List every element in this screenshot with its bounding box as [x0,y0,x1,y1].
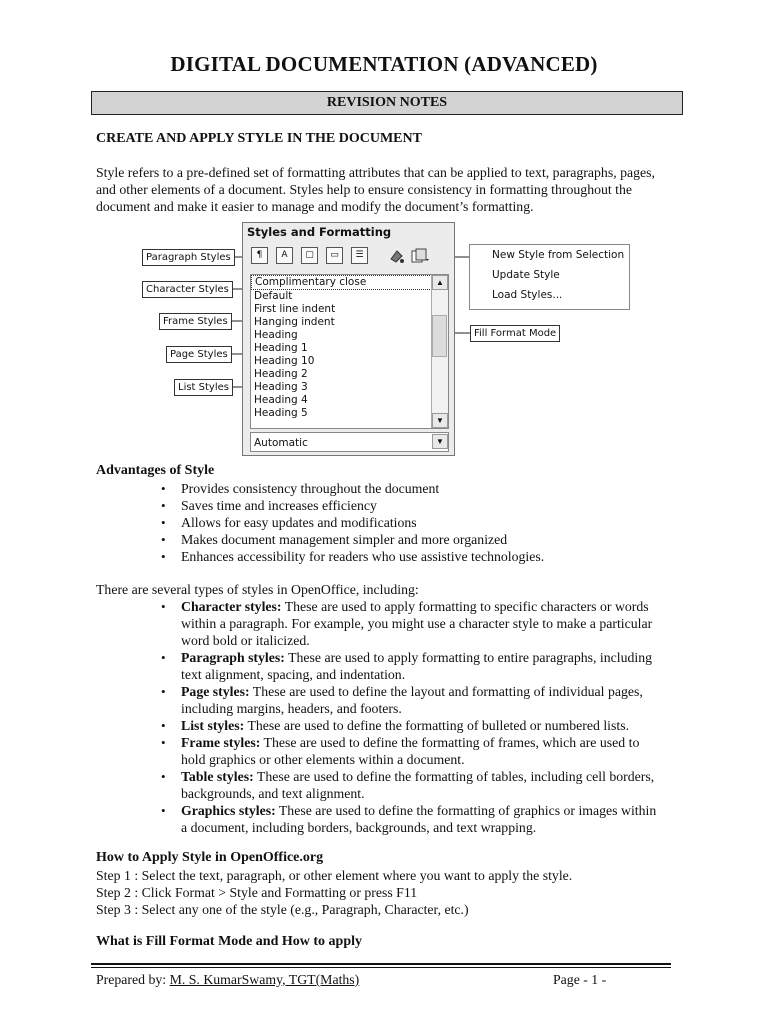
scroll-up-icon[interactable]: ▲ [432,275,448,290]
list-item[interactable]: Heading 2 [254,368,308,380]
list-item [181,598,681,649]
callout-character-styles: Character Styles [142,281,233,298]
paragraph-styles-icon[interactable]: ¶ [251,247,268,264]
types-intro: There are several types of styles in OpenOffice, including: [96,582,419,597]
type-term: Character styles: [181,599,282,614]
prepared-label: Prepared by: [96,972,167,987]
scroll-down-icon[interactable]: ▼ [432,413,448,428]
step-line: Step 3 : Select any one of the style (e.g., Paragraph, Character, etc.) [96,902,469,917]
new-style-menu-icon[interactable] [410,247,430,264]
type-term: List styles: [181,718,245,733]
type-desc: backgrounds, and text alignment. [181,786,365,801]
advantages-list [181,480,681,565]
type-desc: word bold or italicized. [181,633,310,648]
intro-line: document and make it easier to manage and modify the document’s formatting. [96,199,534,214]
list-item [181,734,681,768]
type-desc: text alignment, spacing, and indentation. [181,667,406,682]
type-desc: These are used to define the formatting of frames, which are used to [263,735,640,750]
styles-and-formatting-dialog [242,222,455,456]
callout-fill-format-mode: Fill Format Mode [470,325,560,342]
list-item: • Allows for easy updates and modifications [181,514,681,531]
list-item[interactable]: Heading 4 [254,394,308,406]
type-term: Graphics styles: [181,803,276,818]
footer-prepared [96,972,359,988]
style-filter-select[interactable] [250,432,449,452]
advantages-heading: Advantages of Style [96,463,215,478]
type-desc: These are used to define the layout and formatting of individual pages, [252,684,643,699]
type-desc: These are used to define the formatting of graphics or images within [278,803,657,818]
menu-item-new-style-from-selection[interactable]: New Style from Selection [492,249,625,261]
type-desc: within a paragraph. For example, you might use a character style to make a particular [181,616,653,631]
callout-frame-styles: Frame Styles [159,313,232,330]
type-desc: These are used to define the formatting of tables, including cell borders, [256,769,655,784]
author-name: M. S. KumarSwamy, TGT(Maths) [169,972,360,987]
intro-line: Style refers to a pre-defined set of formatting attributes that can be applied to text, paragraphs, pages, [96,165,655,180]
list-item: • Saves time and increases efficiency [181,497,681,514]
callout-page-styles: Page Styles [166,346,232,363]
dialog-title: Styles and Formatting [247,225,392,239]
list-item[interactable]: Heading 3 [254,381,308,393]
scroll-thumb[interactable] [432,315,447,357]
list-item[interactable]: Complimentary close [251,275,448,290]
chevron-down-icon[interactable]: ▼ [432,434,448,449]
frame-styles-icon[interactable]: ▢ [301,247,318,264]
menu-item-update-style[interactable]: Update Style [492,269,560,281]
type-desc: These are used to define the formatting of bulleted or numbered lists. [247,718,630,733]
revision-notes-banner: REVISION NOTES [91,91,683,115]
type-desc: including margins, headers, and footers. [181,701,402,716]
list-item[interactable]: First line indent [254,303,336,315]
scrollbar[interactable] [431,275,448,428]
list-item[interactable]: Heading 1 [254,342,308,354]
list-item: • Enhances accessibility for readers who use assistive technologies. [181,548,681,565]
style-list[interactable] [250,274,449,429]
list-item[interactable]: Heading 5 [254,407,308,419]
page-number: Page - 1 - [553,972,607,987]
new-style-menu [469,244,630,310]
section-heading: CREATE AND APPLY STYLE IN THE DOCUMENT [96,131,422,146]
step-line: Step 1 : Select the text, paragraph, or other element where you want to apply the style. [96,868,573,883]
menu-item-load-styles[interactable]: Load Styles... [492,289,563,301]
type-term: Frame styles: [181,735,261,750]
style-types-list [181,598,681,836]
steps [96,867,572,918]
type-term: Page styles: [181,684,250,699]
page-styles-icon[interactable]: ▭ [326,247,343,264]
list-item[interactable]: Default [254,290,293,302]
list-styles-icon[interactable]: ☰ [351,247,368,264]
type-term: Table styles: [181,769,254,784]
list-item: • Provides consistency throughout the document [181,480,681,497]
callout-list-styles: List Styles [174,379,233,396]
style-filter-value: Automatic [254,437,308,449]
fill-format-heading: What is Fill Format Mode and How to apply [96,934,363,949]
character-styles-icon[interactable]: A [276,247,293,264]
list-item[interactable]: Heading 10 [254,355,315,367]
list-item[interactable]: Heading [254,329,298,341]
type-term: Paragraph styles: [181,650,285,665]
intro-line: and other elements of a document. Styles help to ensure consistency in formatting throughout the [96,182,633,197]
list-item [181,683,681,717]
document-title: DIGITAL DOCUMENTATION (ADVANCED) [170,52,598,76]
type-desc: These are used to apply formatting to entire paragraphs, including [288,650,653,665]
footer-rule [91,963,671,965]
type-desc: These are used to apply formatting to specific characters or words [284,599,649,614]
type-desc: hold graphics or other elements within a document. [181,752,465,767]
howto-heading: How to Apply Style in OpenOffice.org [96,850,324,865]
footer-rule-thin [91,967,671,968]
list-item [181,649,681,683]
list-item [181,768,681,802]
list-item [181,717,681,734]
list-item [181,802,681,836]
step-line: Step 2 : Click Format > Style and Formatting or press F11 [96,885,418,900]
callout-paragraph-styles: Paragraph Styles [142,249,235,266]
list-item[interactable]: Hanging indent [254,316,335,328]
type-desc: a document, including borders, backgrounds, and text wrapping. [181,820,537,835]
fill-format-mode-icon[interactable] [388,247,405,264]
list-item: • Makes document management simpler and more organized [181,531,681,548]
